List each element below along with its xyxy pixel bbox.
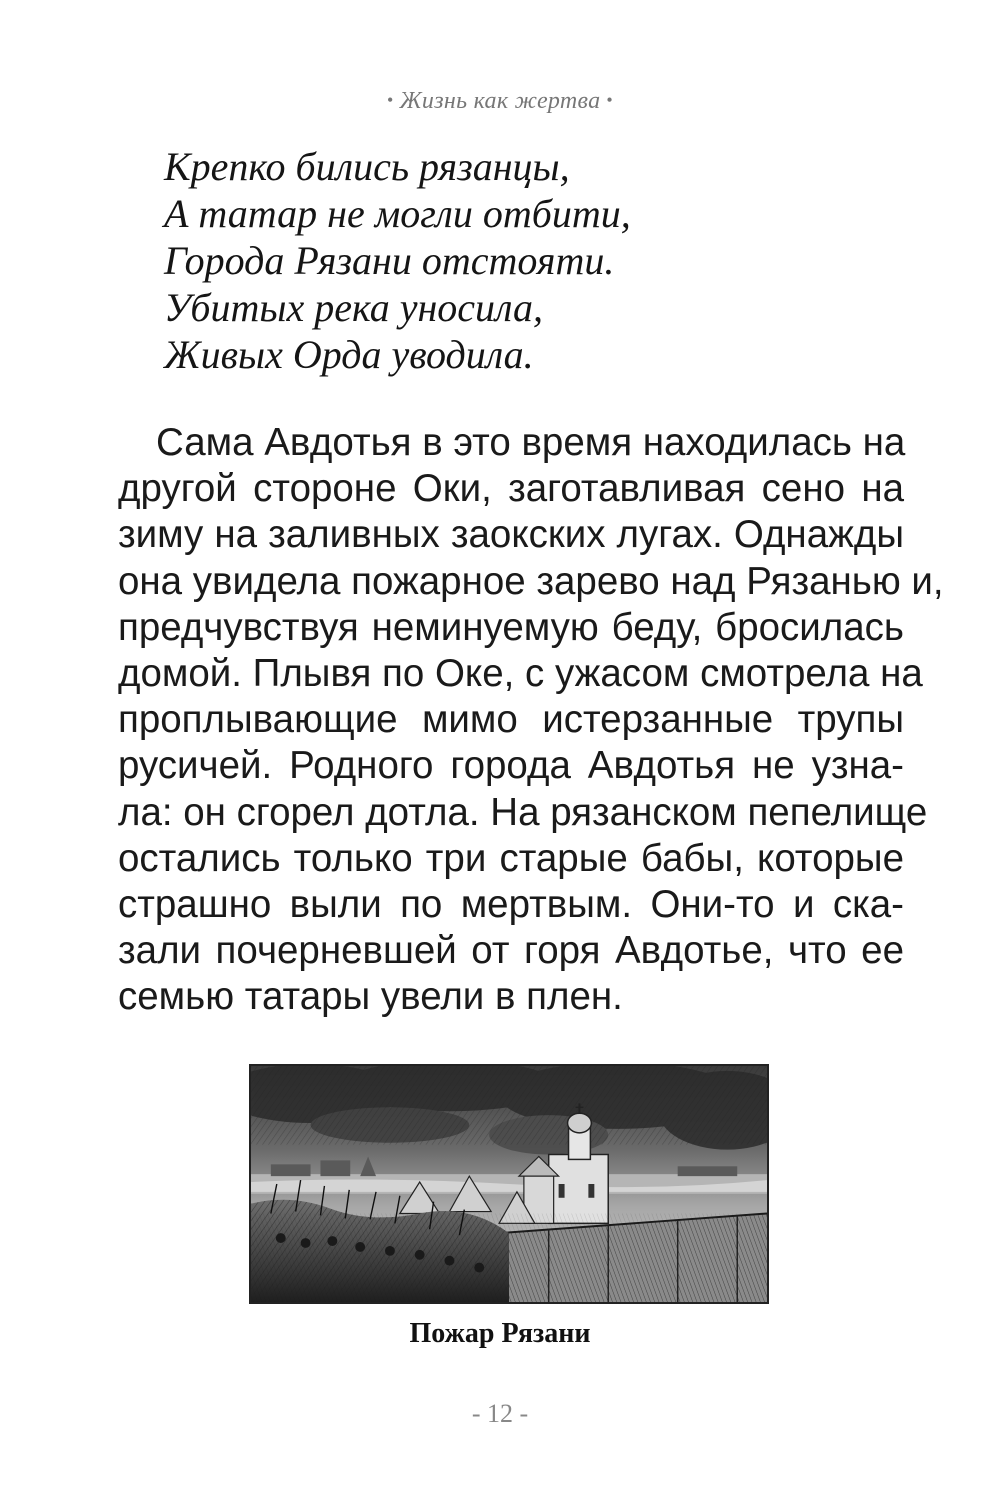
paragraph-line: предчувствуя неминуемую беду, бросилась (118, 605, 904, 649)
poem-line: А татар не могли отбити, (164, 191, 631, 236)
paragraph-line: она увидела пожарное зарево над Рязанью и, (118, 559, 944, 603)
ornament-left: • (387, 90, 394, 110)
running-head (0, 88, 1000, 115)
poem-line: Города Рязани отстояти. (164, 238, 615, 283)
poem-line: Убитых река уносила, (164, 285, 543, 330)
illustration-burning-ryazan (249, 1064, 769, 1304)
running-head-title: Жизнь как жертва (399, 88, 601, 114)
ornament-right: • (606, 90, 613, 110)
paragraph-line: остались только три старые бабы, которые (118, 836, 904, 880)
paragraph-line: русичей. Родного города Авдотья не узна- (118, 744, 904, 788)
poem-line: Крепко бились рязанцы, (164, 144, 570, 189)
figure-caption: Пожар Рязани (409, 1318, 591, 1349)
page-number: - 12 - (471, 1399, 529, 1428)
poem-line: Живых Орда уводила. (164, 332, 534, 377)
paragraph-line: Сама Авдотья в это время находилась на (156, 421, 906, 464)
paragraph-line: семью татары увели в плен. (118, 975, 623, 1019)
paragraph-line: зиму на заливных заокских лугах. Однажды (118, 513, 904, 557)
paragraph-line: страшно выли по мертвым. Они-то и ска- (118, 882, 904, 926)
paragraph-line: проплывающие мимо истерзанные трупы (118, 698, 904, 742)
paragraph-line: ла: он сгорел дотла. На рязанском пепелище (118, 790, 928, 834)
poem-stanza (164, 143, 924, 378)
body-paragraph (118, 420, 944, 1020)
engraving-image (251, 1066, 767, 1302)
paragraph-line: зали почерневшей от горя Авдотье, что ее (118, 929, 904, 973)
paragraph-line: другой стороне Оки, заготавливая сено на (118, 467, 904, 511)
paragraph-line: домой. Плывя по Оке, с ужасом смотрела на (118, 651, 923, 695)
